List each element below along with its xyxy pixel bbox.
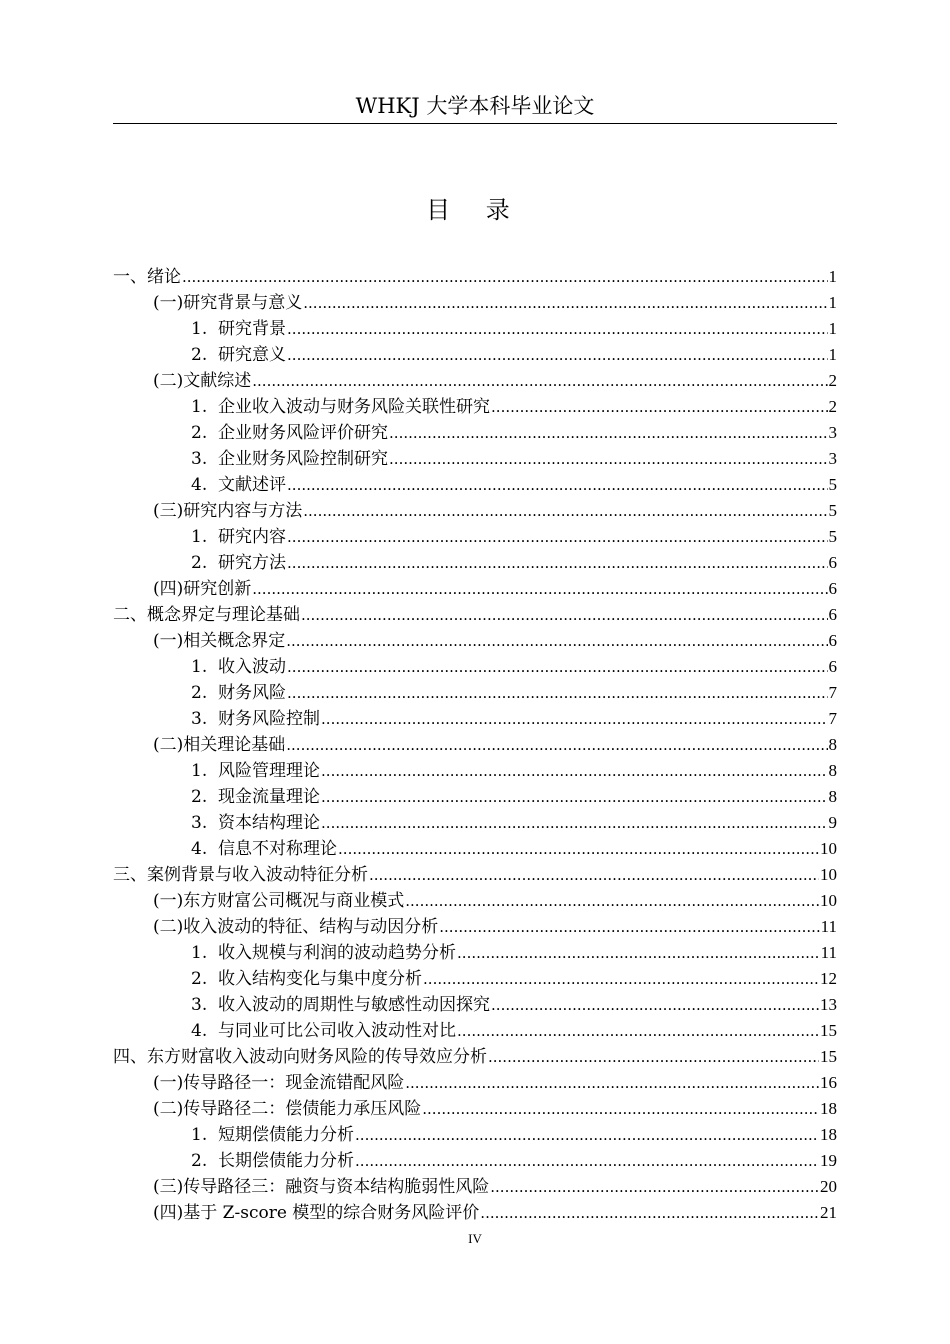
dot-leader — [287, 316, 827, 342]
toc-entry-page: 10 — [820, 891, 837, 910]
toc-entry-title: 文献述评 — [218, 475, 287, 495]
dot-leader — [457, 1018, 819, 1044]
dot-leader — [286, 732, 827, 758]
toc-entry-number: 2. — [191, 345, 219, 365]
toc-entry[interactable] — [113, 446, 837, 472]
toc-entry-page: 19 — [820, 1151, 837, 1170]
dot-leader — [287, 680, 827, 706]
toc-entry-number: (三) — [153, 501, 184, 521]
toc-entry-title: 收入规模与利润的波动趋势分析 — [218, 943, 457, 963]
dot-leader — [286, 628, 827, 654]
toc-entry-number: 一、 — [113, 267, 147, 287]
toc-entry-page: 2 — [828, 397, 837, 416]
toc-entry-title: 与同业可比公司收入波动性对比 — [218, 1021, 457, 1041]
toc-entry-page: 18 — [820, 1099, 837, 1118]
toc-entry-title: 信息不对称理论 — [218, 839, 338, 859]
dot-leader — [338, 836, 819, 862]
toc-entry-page: 16 — [820, 1073, 837, 1092]
toc-entry-title: 研究内容 — [218, 527, 287, 547]
toc-entry-page: 15 — [820, 1047, 837, 1066]
toc-entry-number: 3. — [191, 813, 219, 833]
toc-entry[interactable] — [113, 992, 837, 1018]
toc-entry-page: 6 — [828, 553, 837, 572]
dot-leader — [389, 420, 827, 446]
toc-entry[interactable] — [113, 264, 837, 290]
dot-leader — [405, 888, 819, 914]
toc-entry[interactable] — [113, 1122, 837, 1148]
toc-entry-page: 12 — [820, 969, 837, 988]
toc-entry-number: (一) — [153, 891, 184, 911]
toc-entry-title: 收入波动 — [218, 657, 287, 677]
toc-entry-title: 研究背景与意义 — [183, 293, 303, 313]
toc-entry-number: 1. — [191, 397, 219, 417]
toc-entry-page: 10 — [820, 865, 837, 884]
toc-entry[interactable] — [113, 316, 837, 342]
toc-entry-title: 收入结构变化与集中度分析 — [218, 969, 423, 989]
toc-entry-number: 1. — [191, 761, 219, 781]
toc-entry-number: 1. — [191, 1125, 219, 1145]
toc-entry[interactable] — [113, 706, 837, 732]
toc-entry-number: 3. — [191, 709, 219, 729]
toc-entry-number: 1. — [191, 319, 219, 339]
dot-leader — [422, 1096, 819, 1122]
dot-leader — [287, 472, 827, 498]
toc-entry-number: (四) — [153, 579, 184, 599]
toc-entry[interactable] — [113, 784, 837, 810]
toc-entry-title: 东方财富收入波动向财务风险的传导效应分析 — [147, 1047, 487, 1067]
table-of-contents — [113, 264, 837, 1226]
dot-leader — [405, 1070, 819, 1096]
toc-entry-number: (一) — [153, 1073, 184, 1093]
dot-leader — [321, 758, 827, 784]
dot-leader — [490, 1174, 819, 1200]
toc-entry-number: 4. — [191, 1021, 219, 1041]
toc-entry-title: 东方财富公司概况与商业模式 — [183, 891, 405, 911]
dot-leader — [287, 550, 827, 576]
toc-entry-number: 1. — [191, 657, 219, 677]
toc-entry-page: 8 — [828, 787, 837, 806]
dot-leader — [369, 862, 819, 888]
toc-entry[interactable] — [113, 1148, 837, 1174]
toc-entry-title: 企业财务风险评价研究 — [218, 423, 389, 443]
toc-entry-number: 2. — [191, 969, 219, 989]
toc-entry-number: 2. — [191, 553, 219, 573]
toc-entry-number: (四) — [153, 1203, 184, 1223]
toc-entry-number: 4. — [191, 475, 219, 495]
toc-entry-number: 四、 — [113, 1047, 147, 1067]
dot-leader — [287, 342, 827, 368]
dot-leader — [439, 914, 819, 940]
dot-leader — [321, 784, 827, 810]
toc-entry-page: 1 — [828, 345, 837, 364]
toc-entry-number: (三) — [153, 1177, 184, 1197]
toc-entry-number: 1. — [191, 527, 219, 547]
toc-entry[interactable] — [113, 1070, 837, 1096]
toc-entry[interactable] — [113, 602, 837, 628]
toc-entry-page: 8 — [828, 735, 837, 754]
toc-entry-title: 研究背景 — [218, 319, 287, 339]
toc-entry-title: 文献综述 — [183, 371, 252, 391]
toc-entry[interactable] — [113, 420, 837, 446]
toc-entry-page: 7 — [828, 683, 837, 702]
toc-entry-title: 财务风险 — [218, 683, 287, 703]
toc-entry[interactable] — [113, 628, 837, 654]
toc-entry-title: 财务风险控制 — [218, 709, 321, 729]
toc-entry-page: 20 — [820, 1177, 837, 1196]
toc-entry-title: 相关概念界定 — [183, 631, 286, 651]
toc-entry-page: 18 — [820, 1125, 837, 1144]
toc-entry[interactable] — [113, 524, 837, 550]
toc-entry-page: 1 — [828, 267, 837, 286]
toc-entry-number: 2. — [191, 683, 219, 703]
toc-entry-title: 概念界定与理论基础 — [147, 605, 300, 625]
toc-entry-number: 4. — [191, 839, 219, 859]
toc-entry[interactable] — [113, 758, 837, 784]
toc-entry-title: 企业收入波动与财务风险关联性研究 — [218, 397, 491, 417]
toc-entry-page: 10 — [820, 839, 837, 858]
toc-entry[interactable] — [113, 732, 837, 758]
toc-entry-title: 资本结构理论 — [218, 813, 321, 833]
toc-entry[interactable] — [113, 940, 837, 966]
toc-entry-number: 三、 — [113, 865, 147, 885]
dot-leader — [488, 1044, 819, 1070]
toc-entry-title: 基于 Z-score 模型的综合财务风险评价 — [183, 1203, 480, 1223]
dot-leader — [252, 368, 827, 394]
toc-entry[interactable] — [113, 342, 837, 368]
toc-heading: 目 录 — [426, 196, 524, 224]
toc-entry-title: 收入波动的周期性与敏感性动因探究 — [218, 995, 491, 1015]
toc-entry[interactable] — [113, 914, 837, 940]
dot-leader — [287, 654, 827, 680]
dot-leader — [182, 264, 828, 290]
toc-entry-page: 15 — [820, 1021, 837, 1040]
page-number: IV — [468, 1231, 482, 1246]
toc-entry-number: 3. — [191, 995, 219, 1015]
toc-entry-number: 3. — [191, 449, 219, 469]
toc-entry-page: 3 — [828, 449, 837, 468]
toc-entry-title: 传导路径二：偿债能力承压风险 — [183, 1099, 422, 1119]
toc-entry-page: 8 — [828, 761, 837, 780]
toc-entry-page: 9 — [828, 813, 837, 832]
toc-entry-number: 2. — [191, 787, 219, 807]
toc-entry-title: 案例背景与收入波动特征分析 — [147, 865, 368, 885]
dot-leader — [355, 1148, 819, 1174]
toc-entry[interactable] — [113, 394, 837, 420]
toc-entry[interactable] — [113, 368, 837, 394]
toc-entry-page: 11 — [820, 943, 837, 962]
toc-entry-number: 2. — [191, 1151, 219, 1171]
toc-entry-page: 11 — [820, 917, 837, 936]
toc-entry[interactable] — [113, 550, 837, 576]
toc-entry-page: 6 — [828, 579, 837, 598]
toc-entry-title: 研究方法 — [218, 553, 287, 573]
dot-leader — [491, 992, 819, 1018]
toc-entry[interactable] — [113, 888, 837, 914]
toc-entry-number: (二) — [153, 371, 184, 391]
toc-entry-page: 2 — [828, 371, 837, 390]
toc-entry-title: 研究创新 — [183, 579, 252, 599]
toc-entry-title: 风险管理理论 — [218, 761, 321, 781]
dot-leader — [480, 1200, 819, 1226]
toc-entry-number: 2. — [191, 423, 219, 443]
toc-entry[interactable] — [113, 1096, 837, 1122]
toc-entry-page: 1 — [828, 319, 837, 338]
toc-entry[interactable] — [113, 1174, 837, 1200]
toc-entry-title: 研究意义 — [218, 345, 287, 365]
toc-entry[interactable] — [113, 1200, 837, 1226]
toc-entry-title: 现金流量理论 — [218, 787, 321, 807]
toc-entry-title: 企业财务风险控制研究 — [218, 449, 389, 469]
toc-entry-page: 1 — [828, 293, 837, 312]
toc-entry[interactable] — [113, 680, 837, 706]
toc-entry-page: 5 — [828, 527, 837, 546]
toc-entry-title: 相关理论基础 — [183, 735, 286, 755]
toc-entry[interactable] — [113, 1044, 837, 1070]
toc-entry-number: 1. — [191, 943, 219, 963]
toc-entry[interactable] — [113, 290, 837, 316]
toc-entry-number: (二) — [153, 735, 184, 755]
toc-entry[interactable] — [113, 498, 837, 524]
toc-entry-title: 收入波动的特征、结构与动因分析 — [183, 917, 439, 937]
dot-leader — [457, 940, 820, 966]
toc-entry-title: 传导路径三：融资与资本结构脆弱性风险 — [183, 1177, 490, 1197]
toc-entry-page: 5 — [828, 475, 837, 494]
dot-leader — [389, 446, 827, 472]
toc-entry-page: 7 — [828, 709, 837, 728]
dot-leader — [301, 602, 828, 628]
toc-entry[interactable] — [113, 472, 837, 498]
toc-entry-number: 二、 — [113, 605, 147, 625]
toc-entry-page: 6 — [828, 605, 837, 624]
toc-entry-title: 绪论 — [147, 267, 181, 287]
toc-entry[interactable] — [113, 836, 837, 862]
toc-entry[interactable] — [113, 810, 837, 836]
toc-entry[interactable] — [113, 862, 837, 888]
dot-leader — [303, 498, 827, 524]
dot-leader — [321, 810, 827, 836]
dot-leader — [423, 966, 819, 992]
toc-entry-page: 5 — [828, 501, 837, 520]
dot-leader — [321, 706, 827, 732]
toc-entry[interactable] — [113, 654, 837, 680]
running-header — [113, 92, 837, 124]
dot-leader — [287, 524, 827, 550]
toc-entry-page: 6 — [828, 657, 837, 676]
toc-entry[interactable] — [113, 1018, 837, 1044]
toc-entry-title: 长期偿债能力分析 — [218, 1151, 355, 1171]
toc-entry-number: (一) — [153, 293, 184, 313]
dot-leader — [252, 576, 827, 602]
header-title: WHKJ 大学本科毕业论文 — [355, 94, 595, 118]
toc-entry-page: 6 — [828, 631, 837, 650]
toc-entry-number: (二) — [153, 1099, 184, 1119]
toc-entry-number: (一) — [153, 631, 184, 651]
toc-entry-page: 13 — [820, 995, 837, 1014]
toc-entry-title: 研究内容与方法 — [183, 501, 303, 521]
dot-leader — [303, 290, 827, 316]
toc-entry[interactable] — [113, 966, 837, 992]
toc-entry-page: 21 — [820, 1203, 837, 1222]
toc-entry[interactable] — [113, 576, 837, 602]
dot-leader — [491, 394, 827, 420]
toc-entry-page: 3 — [828, 423, 837, 442]
toc-entry-title: 传导路径一：现金流错配风险 — [183, 1073, 405, 1093]
toc-entry-title: 短期偿债能力分析 — [218, 1125, 355, 1145]
toc-entry-number: (二) — [153, 917, 184, 937]
dot-leader — [355, 1122, 819, 1148]
